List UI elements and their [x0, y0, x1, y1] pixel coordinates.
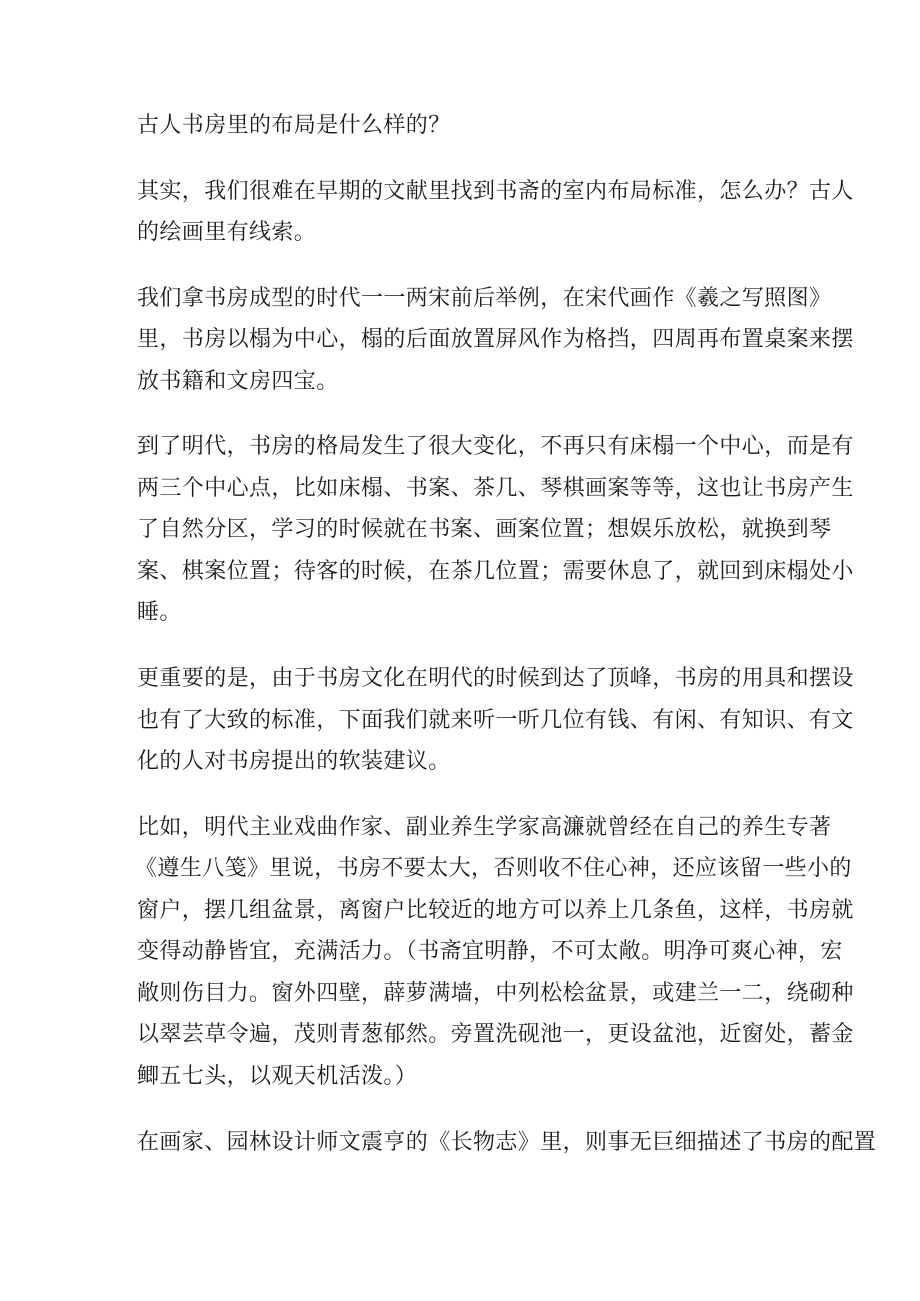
paragraph-5-line-1: 比如，明代主业戏曲作家、副业养生学家高濂就曾经在自己的养生专著 [137, 815, 832, 840]
paragraph-3-line-1: 到了明代，书房的格局发生了很大变化，不再只有床榻一个中心，而是有 [137, 434, 854, 459]
paragraph-4-line-2: 也有了大致的标准，下面我们就来听一听几位有钱、有闲、有知识、有文 [137, 708, 854, 733]
paragraph-4-line-3: 化的人对书房提出的软装建议。 [137, 749, 451, 774]
paragraph-5-line-2: 《遵生八笺》里说，书房不要太大，否则收不住心神，还应该留一些小的 [135, 856, 852, 881]
paragraph-5-line-7: 鲫五七头，以观天机活泼。） [137, 1064, 418, 1089]
paragraph-2-line-2: 里，书房以榻为中心，榻的后面放置屏风作为格挡，四周再布置桌案来摆 [137, 327, 854, 352]
paragraph-3-line-4: 案、棋案位置；待客的时候，在茶几位置；需要休息了，就回到床榻处小 [137, 559, 854, 584]
paragraph-4-line-1: 更重要的是，由于书房文化在明代的时候到达了顶峰，书房的用具和摆设 [137, 666, 854, 691]
paragraph-2-line-3: 放书籍和文房四宝。 [137, 369, 339, 394]
paragraph-1-line-1: 其实，我们很难在早期的文献里找到书斋的室内布局标准，怎么办？古人 [137, 179, 854, 204]
paragraph-1-line-2: 的绘画里有线索。 [137, 220, 317, 245]
paragraph-3-line-2: 两三个中心点，比如床榻、书案、茶几、琴棋画案等等，这也让书房产生 [137, 476, 854, 501]
paragraph-5-line-3: 窗户，摆几组盆景，离窗户比较近的地方可以养上几条鱼，这样，书房就 [137, 898, 854, 923]
paragraph-6-line-1: 在画家、园林设计师文震亨的《长物志》里，则事无巨细描述了书房的配置 [137, 1130, 877, 1155]
paragraph-3-line-3: 了自然分区，学习的时候就在书案、画案位置；想娱乐放松，就换到琴 [137, 517, 832, 542]
paragraph-5-line-6: 以翠芸草令遍，茂则青葱郁然。旁置洗砚池一，更设盆池，近窗处，蓄金 [137, 1022, 854, 1047]
paragraph-5-line-4: 变得动静皆宜，充满活力。（书斋宜明静，不可太敞。明净可爽心神，宏 [137, 939, 843, 964]
paragraph-2-line-1: 我们拿书房成型的时代一一两宋前后举例，在宋代画作《羲之写照图》 [137, 286, 832, 311]
paragraph-3-line-5: 睡。 [137, 600, 182, 625]
paragraph-5-line-5: 敞则伤目力。窗外四壁，薜萝满墙，中列松桧盆景，或建兰一二，绕砌种 [137, 981, 854, 1006]
document-title: 古人书房里的布局是什么样的？ [137, 113, 451, 138]
